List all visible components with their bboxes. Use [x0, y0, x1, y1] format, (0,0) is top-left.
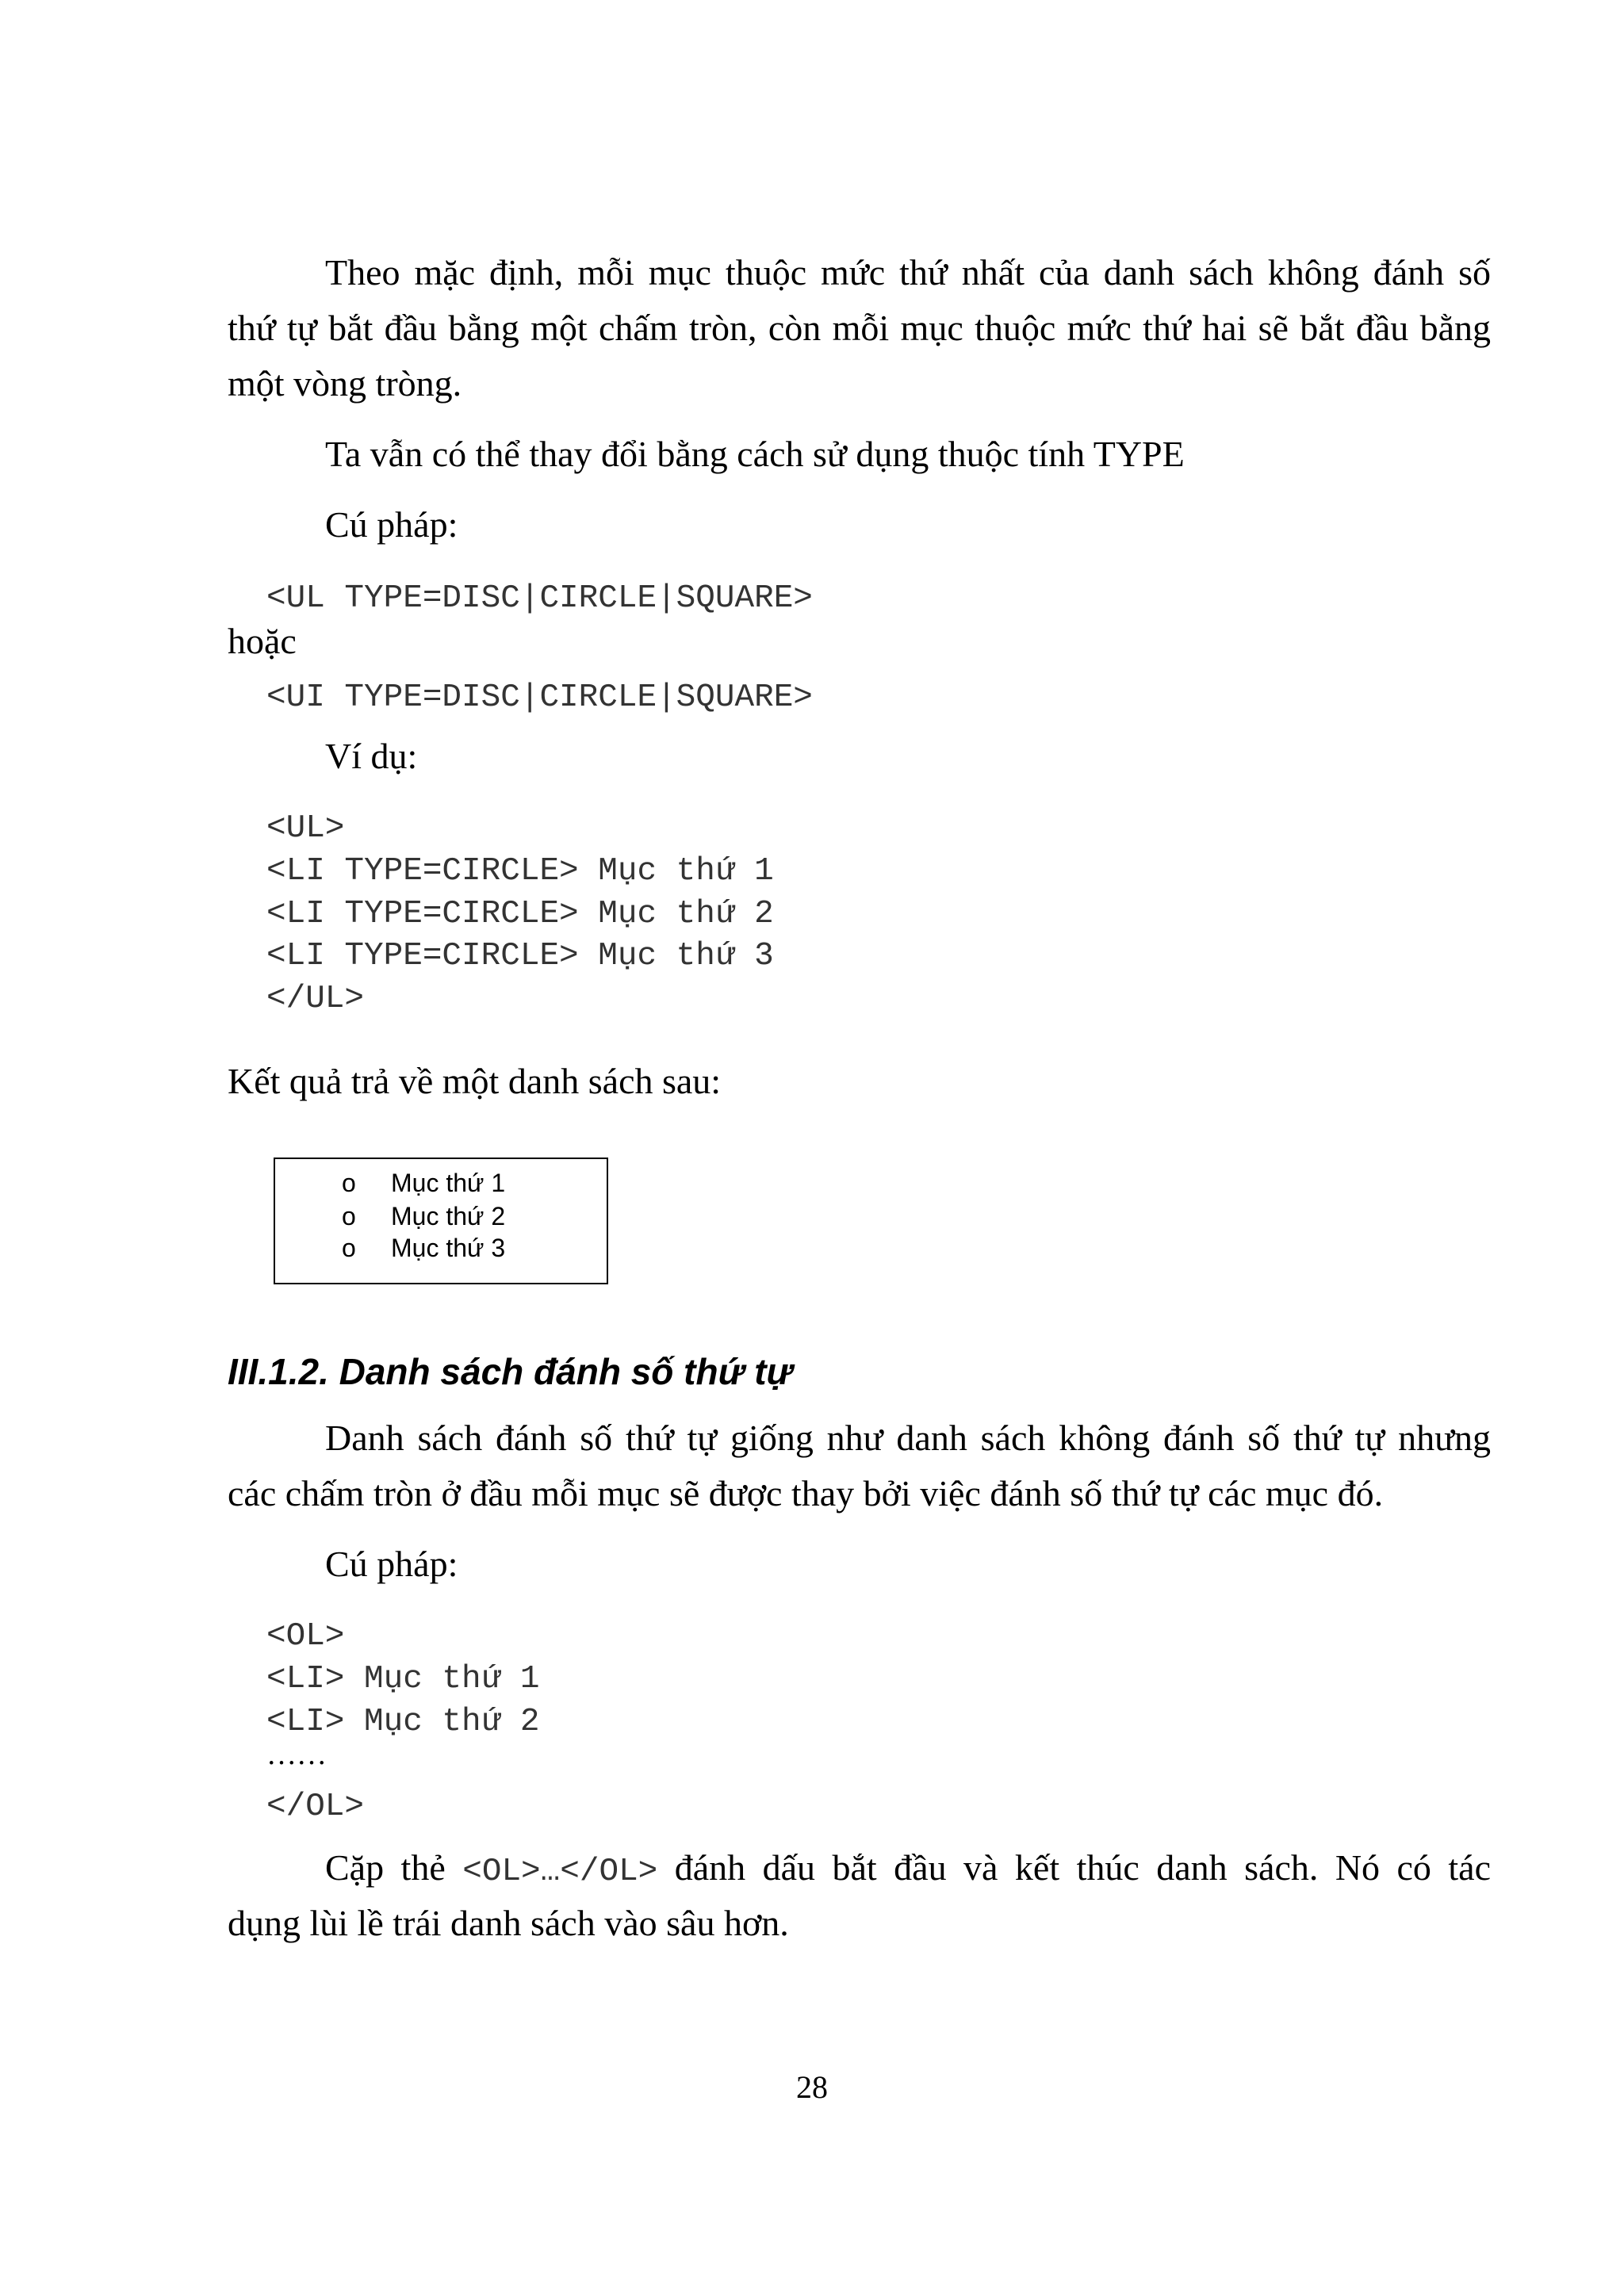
circle-bullet-icon: o — [342, 1234, 356, 1262]
section-heading: III.1.2. Danh sách đánh số thứ tự — [228, 1351, 793, 1392]
syntax-label: Cú pháp: — [325, 1544, 458, 1584]
code-example-line: <LI TYPE=CIRCLE> Mục thứ 3 — [266, 938, 774, 974]
code-ol-line: <LI> Mục thứ 1 — [266, 1661, 540, 1697]
paragraph-ordered-line-1: Danh sách đánh số thứ tự giống như danh sách không đánh số thứ tự nhưng — [325, 1418, 1491, 1458]
ol-tag-suffix: đánh dấu bắt đầu và kết thúc danh sách. Nó có tác — [657, 1847, 1492, 1888]
paragraph-ordered-line-2: các chấm tròn ở đầu mỗi mục sẽ được thay bởi việc đánh số thứ tự các mục đó. — [228, 1473, 1384, 1513]
code-ul-syntax: <UL TYPE=DISC|CIRCLE|SQUARE> — [266, 580, 813, 617]
result-intro: Kết quả trả về một danh sách sau: — [228, 1061, 722, 1101]
example-label: Ví dụ: — [325, 736, 418, 776]
paragraph-default-line-3: một vòng tròng. — [228, 363, 462, 404]
ol-tag-prefix: Cặp thẻ — [325, 1847, 463, 1888]
page-number: 28 — [796, 2069, 828, 2105]
code-example-line: <UL> — [266, 810, 345, 847]
code-ol-line: </OL> — [266, 1789, 365, 1825]
syntax-label: Cú pháp: — [325, 504, 458, 545]
paragraph-type-attribute: Ta vẫn có thể thay đổi bằng cách sử dụng thuộc tính TYPE — [325, 434, 1185, 474]
code-ol-line: <LI> Mục thứ 2 — [266, 1704, 540, 1740]
list-item-label: Mục thứ 2 — [391, 1202, 506, 1230]
list-item-label: Mục thứ 3 — [391, 1234, 506, 1262]
code-ui-syntax: <UI TYPE=DISC|CIRCLE|SQUARE> — [266, 679, 813, 716]
circle-bullet-icon: o — [342, 1169, 356, 1197]
or-text: hoặc — [228, 621, 297, 661]
paragraph-default-line-1: Theo mặc định, mỗi mục thuộc mức thứ nhất của danh sách không đánh số — [325, 252, 1491, 293]
result-list-box — [274, 1158, 608, 1284]
code-example-line: <LI TYPE=CIRCLE> Mục thứ 1 — [266, 853, 774, 890]
circle-bullet-icon: o — [342, 1202, 356, 1230]
code-example-line: </UL> — [266, 981, 365, 1017]
code-example-line: <LI TYPE=CIRCLE> Mục thứ 2 — [266, 896, 774, 932]
ol-tag-code: <OL>…</OL> — [462, 1854, 658, 1890]
paragraph-ol-tag-line-1 — [325, 1839, 1491, 1900]
code-ol-ellipsis: …… — [266, 1738, 327, 1771]
code-ol-line: <OL> — [266, 1618, 345, 1655]
list-item-label: Mục thứ 1 — [391, 1169, 506, 1197]
paragraph-ol-tag-line-2: dụng lùi lề trái danh sách vào sâu hơn. — [228, 1903, 789, 1943]
paragraph-default-line-2: thứ tự bắt đầu bằng một chấm tròn, còn mỗi mục thuộc mức thứ hai sẽ bắt đầu bằng — [228, 308, 1491, 348]
